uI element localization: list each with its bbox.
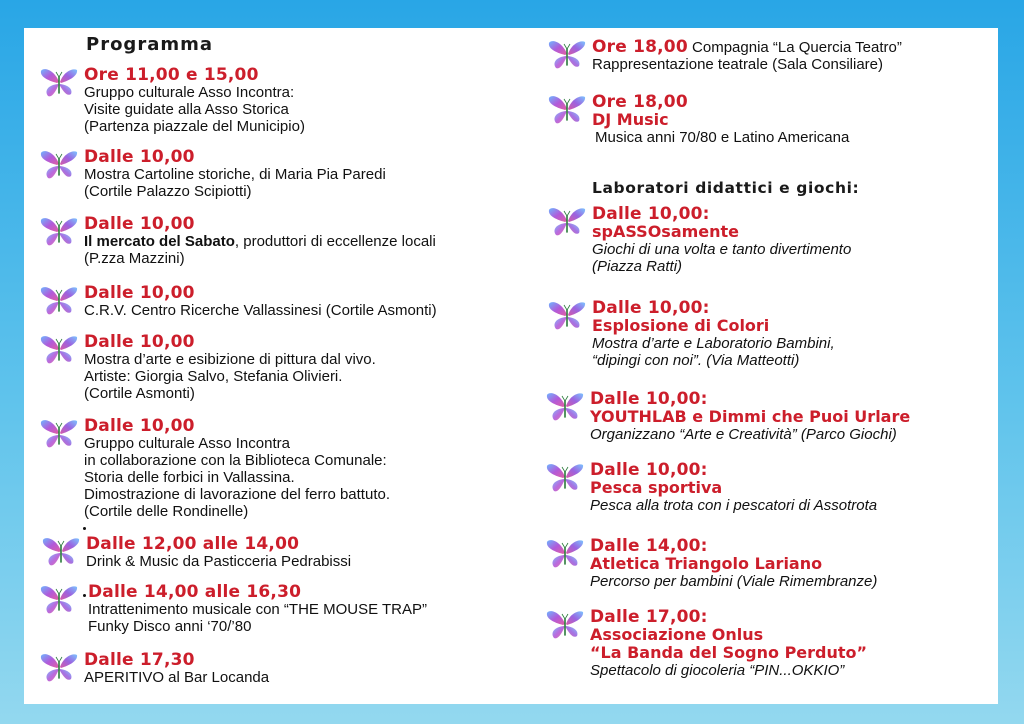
butterfly-icon: [40, 285, 78, 317]
butterfly-icon: [40, 149, 78, 181]
entry-line: Spettacolo di giocoleria “PIN...OKKIO”: [590, 662, 845, 679]
butterfly-icon: [546, 609, 584, 641]
entry-line: [84, 233, 436, 250]
butterfly-icon: [548, 39, 586, 71]
market-desc: , produttori di eccellenze locali: [234, 233, 436, 250]
butterfly-icon: [40, 418, 78, 450]
stray-dot: [83, 594, 86, 597]
stray-dot: [83, 527, 86, 530]
entry-subtitle: YOUTHLAB e Dimmi che Puoi Urlare: [590, 407, 911, 426]
entry-line: Mostra d’arte e esibizione di pittura dal vivo.: [84, 351, 376, 368]
entry-time: Dalle 14,00:: [590, 536, 708, 556]
entry-line: Funky Disco anni ‘70/’80: [88, 618, 252, 635]
entry-time: Dalle 12,00 alle 14,00: [86, 534, 300, 554]
butterfly-icon: [40, 334, 78, 366]
butterfly-icon: [546, 538, 584, 570]
entry-line: Artiste: Giorgia Salvo, Stefania Olivieri.: [84, 368, 343, 385]
lab-heading: Laboratori didattici e giochi:: [592, 179, 860, 197]
entry-time: Ore 11,00 e 15,00: [84, 65, 259, 85]
butterfly-icon: [40, 652, 78, 684]
entry-time: Dalle 10,00:: [590, 460, 708, 480]
entry-time: Ore 18,00: [592, 37, 688, 57]
entry-line: Storia delle forbici in Vallassina.: [84, 469, 295, 486]
butterfly-icon: [40, 216, 78, 248]
entry-line: Percorso per bambini (Viale Rimembranze): [590, 573, 878, 590]
entry-line: APERITIVO al Bar Locanda: [84, 669, 270, 686]
entry-line: Visite guidate alla Asso Storica: [84, 101, 289, 118]
entry-time: Ore 18,00: [592, 92, 688, 112]
entry-line: Musica anni 70/80 e Latino Americana: [595, 129, 850, 146]
entry-time: Dalle 10,00: [84, 332, 195, 352]
entry-line: Organizzano “Arte e Creatività” (Parco Giochi): [590, 426, 897, 443]
entry-subtitle: Atletica Triangolo Lariano: [590, 554, 823, 573]
butterfly-icon: [546, 462, 584, 494]
entry-time: Dalle 10,00: [84, 214, 195, 234]
entry-line: Intrattenimento musicale con “THE MOUSE TRAP”: [88, 601, 427, 618]
entry-line: C.R.V. Centro Ricerche Vallassinesi (Cortile Asmonti): [84, 302, 437, 319]
entry-line: [592, 39, 902, 56]
entry-line: Rappresentazione teatrale (Sala Consiliare): [592, 56, 883, 73]
entry-line: Dimostrazione di lavorazione del ferro battuto.: [84, 486, 390, 503]
entry-line: (Cortile Palazzo Scipiotti): [84, 183, 252, 200]
entry-line: Mostra Cartoline storiche, di Maria Pia Paredi: [84, 166, 386, 183]
entry-line: Drink & Music da Pasticceria Pedrabissi: [86, 553, 352, 570]
entry-subtitle: Pesca sportiva: [590, 478, 723, 497]
entry-line: Gruppo culturale Asso Incontra: [84, 435, 290, 452]
entry-time: Dalle 10,00: [84, 283, 195, 303]
butterfly-icon: [548, 94, 586, 126]
program-sheet: [24, 28, 998, 704]
entry-subtitle: Esplosione di Colori: [592, 316, 770, 335]
entry-line: in collaborazione con la Biblioteca Comunale:: [84, 452, 387, 469]
entry-subtitle: spASSOsamente: [592, 222, 740, 241]
entry-line: Mostra d’arte e Laboratorio Bambini,: [592, 335, 835, 352]
entry-line: (Cortile delle Rondinelle): [84, 503, 249, 520]
entry-time: Dalle 10,00:: [590, 389, 708, 409]
program-heading: Programma: [86, 34, 214, 55]
market-name: Il mercato del Sabato: [84, 233, 235, 250]
entry-subtitle: DJ Music: [592, 110, 669, 129]
entry-time: Dalle 10,00: [84, 147, 195, 167]
entry-line: Giochi di una volta e tanto divertimento: [592, 241, 852, 258]
entry-time: Dalle 10,00:: [592, 298, 710, 318]
entry-line: “dipingi con noi”. (Via Matteotti): [592, 352, 800, 369]
theatre-company: Compagnia “La Quercia Teatro”: [692, 39, 902, 56]
entry-time: Dalle 10,00:: [592, 204, 710, 224]
entry-time: Dalle 17,00:: [590, 607, 708, 627]
entry-time: Dalle 17,30: [84, 650, 195, 670]
butterfly-icon: [548, 300, 586, 332]
entry-time: Dalle 14,00 alle 16,30: [88, 582, 302, 602]
butterfly-icon: [42, 536, 80, 568]
entry-line: Gruppo culturale Asso Incontra:: [84, 84, 295, 101]
entry-line: Pesca alla trota con i pescatori di Assotrota: [590, 497, 878, 514]
entry-subtitle: Associazione Onlus: [590, 625, 764, 644]
entry-subtitle: “La Banda del Sogno Perduto”: [590, 643, 868, 662]
butterfly-icon: [548, 206, 586, 238]
butterfly-icon: [40, 67, 78, 99]
entry-line: (Piazza Ratti): [592, 258, 683, 275]
butterfly-icon: [546, 391, 584, 423]
entry-time: Dalle 10,00: [84, 416, 195, 436]
entry-line: (Partenza piazzale del Municipio): [84, 118, 305, 135]
entry-line: (P.zza Mazzini): [84, 250, 185, 267]
entry-line: (Cortile Asmonti): [84, 385, 195, 402]
butterfly-icon: [40, 584, 78, 616]
